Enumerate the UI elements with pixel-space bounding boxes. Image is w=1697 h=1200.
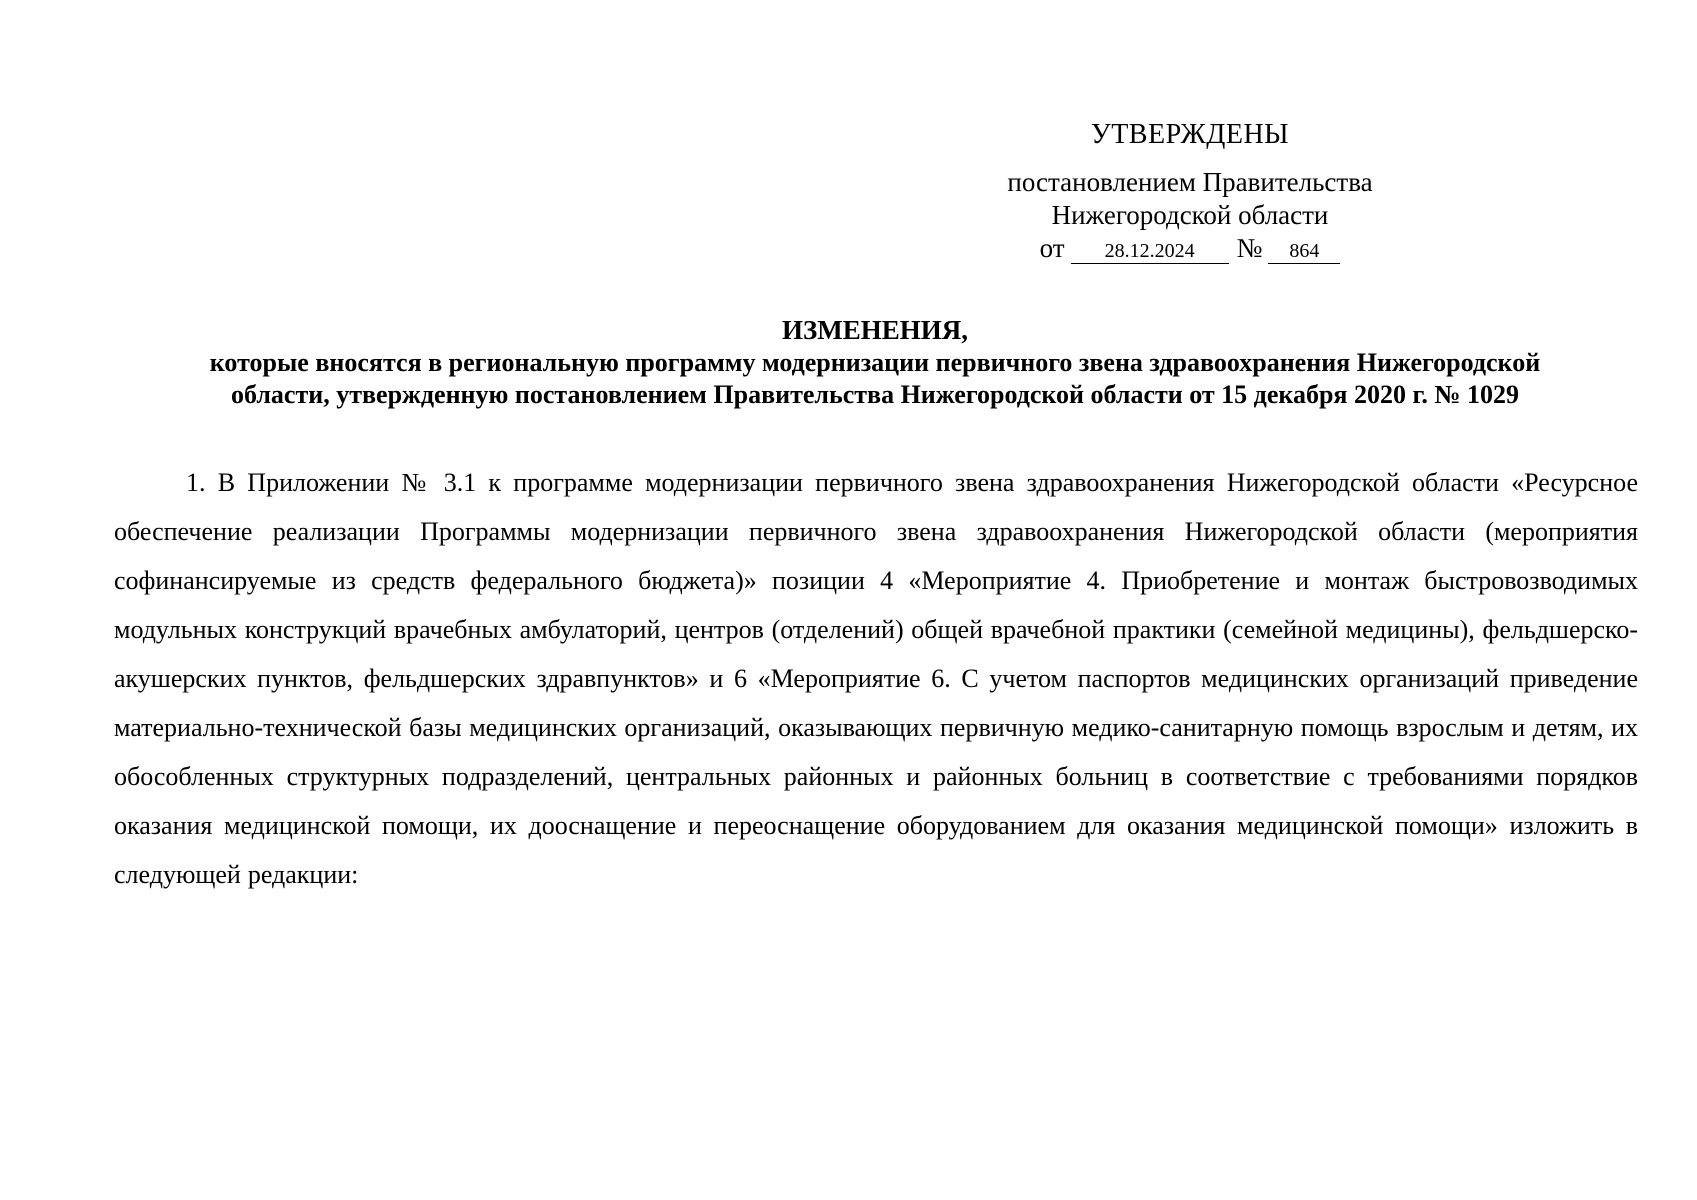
approval-authority-line: постановлением Правительства: [1007, 167, 1373, 197]
body-paragraph-1: 1. В Приложении № 3.1 к программе модернизации первичного звена здравоохранения Нижегородской области «Ресурсное обеспечение реализации Программы модернизации первичного звена здравоохранения Нижегородской области (мероприятия софинансируемые из средств федерального бюджета)» позиции 4 «Мероприятие 4. Приобретение и монтаж быстровозводимых модульных конструкций врачебных амбулаторий, центров (отделений) общей врачебной практики (семейной медицины), фельдшерско-акушерских пунктов, фельдшерских здравпунктов» и 6 «Мероприятие 6. С учетом паспортов медицинских организаций приведение материально-технической базы медицинских организаций, оказывающих первичную медико-санитарную помощь взрослым и детям, их обособленных структурных подразделений, центральных районных и районных больниц в соответствие с требованиями порядков оказания медицинской помощи, их дооснащение и переоснащение оборудованием для оказания медицинской помощи» изложить в следующей редакции:: [114, 468, 1638, 889]
approval-date: 28.12.2024: [1071, 239, 1229, 264]
approval-block: [960, 118, 1420, 265]
number-sign: №: [1236, 233, 1263, 263]
document-title: [110, 314, 1640, 411]
approval-date-line: [960, 232, 1420, 265]
approved-heading: УТВЕРЖДЕНЫ: [1090, 119, 1290, 150]
title-subtitle-line2: области, утвержденную постановлением Правительства Нижегородской области от 15 декабря 2020 г. № 1029: [230, 380, 1519, 409]
approval-number: 864: [1268, 239, 1340, 264]
title-main: ИЗМЕНЕНИЯ,: [781, 315, 968, 345]
title-subtitle-line1: которые вносятся в региональную программу модернизации первичного звена здравоохранения Нижегородской: [209, 348, 1541, 377]
date-prefix: от: [1039, 233, 1065, 263]
approval-region-line: Нижегородской области: [1051, 200, 1329, 230]
